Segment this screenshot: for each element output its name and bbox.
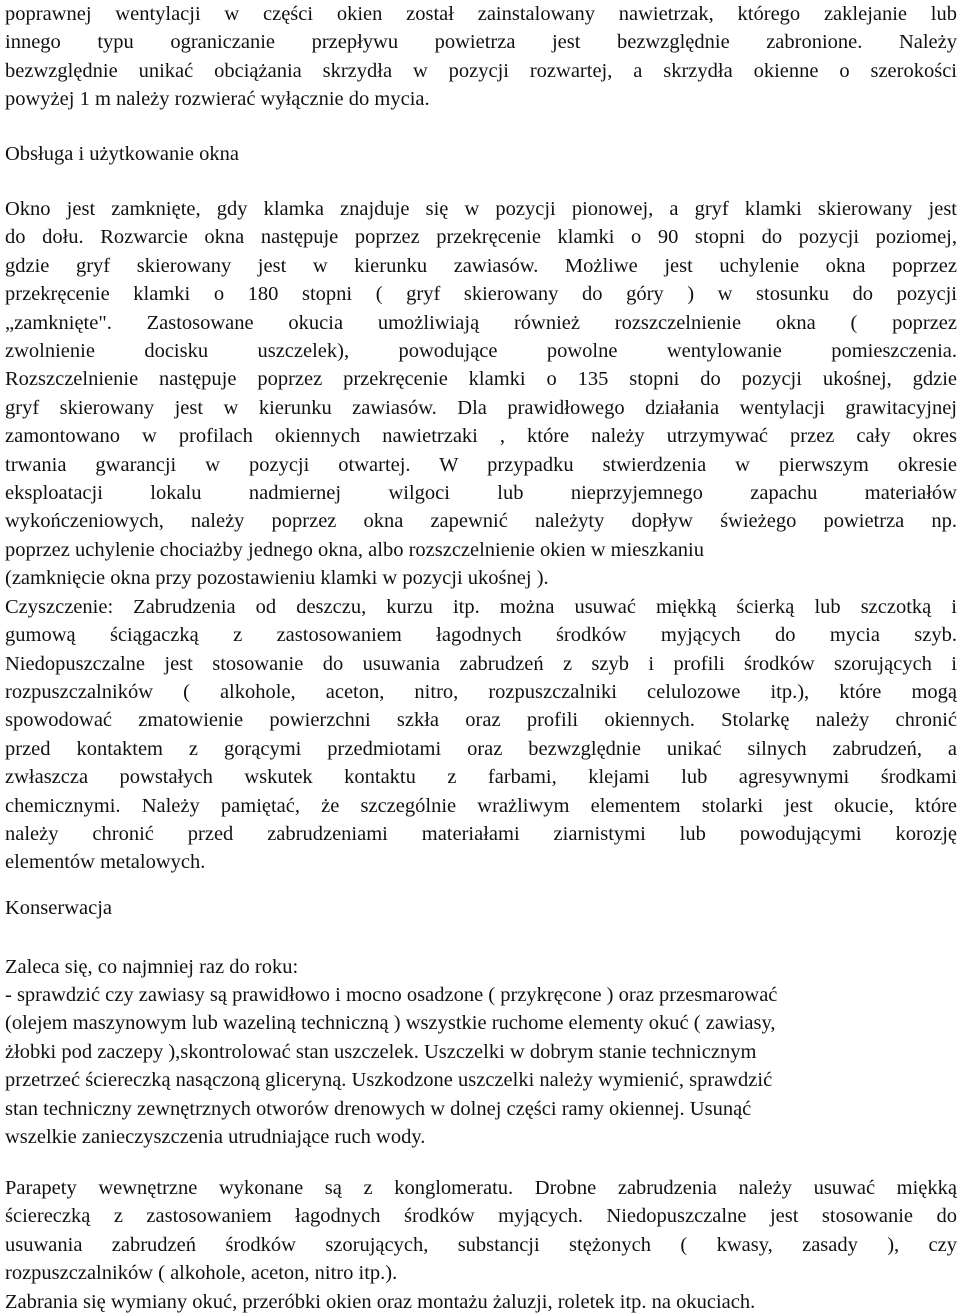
text-line: „zamknięte". Zastosowane okucia umożliwiają również rozszczelnienie okna ( poprzez bbox=[5, 311, 957, 334]
maintenance-paragraph bbox=[5, 981, 957, 1151]
windowsill-paragraph bbox=[5, 1174, 957, 1316]
text-line: zwłaszcza powstałych wskutek kontaktu z farbami, klejami lub agresywnymi środkami bbox=[5, 766, 957, 789]
text-line: Zabrania się wymiany okuć, przeróbki okien oraz montażu żaluzji, roletek itp. na okuciach. bbox=[5, 1290, 756, 1313]
text-line: Parapety wewnętrzne wykonane są z konglomeratu. Drobne zabrudzenia należy usuwać miękką bbox=[5, 1177, 957, 1199]
text-line: stan techniczny zewnętrznych otworów drenowych w dolnej części ramy okiennej. Usunąć bbox=[5, 1097, 752, 1120]
text-line: przed kontaktem z gorącymi przedmiotami oraz bezwzględnie unikać silnych zabrudzeń, a bbox=[5, 737, 957, 760]
text-line: zamontowano w profilach okiennych nawietrzaki , które należy utrzymywać przez cały okres bbox=[5, 425, 957, 448]
text-line: Rozszczelnienie następuje poprzez przekręcenie klamki o 135 stopni do pozycji ukośnej, gdzie bbox=[5, 368, 957, 391]
text-line: powyżej 1 m należy rozwierać wyłącznie do mycia. bbox=[5, 88, 430, 111]
text-line: eksploatacji lokalu nadmiernej wilgoci lub nieprzyjemnego zapachu materiałów bbox=[5, 482, 957, 505]
text-line: gryf skierowany jest w kierunku zawiasów. Dla prawidłowego działania wentylacji grawitacyjnej bbox=[5, 396, 957, 419]
text-line: zwolnienie docisku uszczelek), powodujące powolne wentylowanie pomieszczenia. bbox=[5, 340, 957, 363]
text-line: gdzie gryf skierowany jest w kierunku zawiasów. Możliwe jest uchylenie okna poprzez bbox=[5, 254, 957, 277]
section-heading-maintenance: Konserwacja bbox=[5, 897, 113, 919]
text-line: poprawnej wentylacji w części okien został zainstalowany nawietrzak, którego zaklejanie lub bbox=[5, 3, 957, 25]
text-line: (olejem maszynowym lub wazeliną techniczną ) wszystkie ruchome elementy okuć ( zawiasy, bbox=[5, 1012, 776, 1035]
text-line: spowodować zmatowienie powierzchni szkła oraz profili okiennych. Stolarkę należy chronić bbox=[5, 709, 957, 732]
text-line: Okno jest zamknięte, gdy klamka znajduje się w pozycji pionowej, a gryf klamki skierowany jest bbox=[5, 198, 957, 220]
maintenance-intro: Zaleca się, co najmniej raz do roku: bbox=[5, 956, 299, 978]
text-line: Niedopuszczalne jest stosowanie do usuwania zabrudzeń z szyb i profili środków szorujących i bbox=[5, 652, 957, 675]
text-line: rozpuszczalników ( alkohole, aceton, nitro, rozpuszczalniki celulozowe itp.), które mogą bbox=[5, 680, 957, 703]
text-line: elementów metalowych. bbox=[5, 851, 206, 874]
text-line: innego typu ograniczanie przepływu powietrza jest bezwzględnie zabronione. Należy bbox=[5, 31, 957, 54]
usage-paragraph bbox=[5, 195, 957, 877]
text-line: do dołu. Rozwarcie okna następuje poprzez przekręcenie klamki o 90 stopni do pozycji poziomej, bbox=[5, 226, 957, 249]
text-line: przekręcenie klamki o 180 stopni ( gryf skierowany do góry ) w stosunku do pozycji bbox=[5, 283, 957, 306]
text-line: bezwzględnie unikać obciążania skrzydła w pozycji rozwartej, a skrzydła okienne o szerokości bbox=[5, 59, 957, 82]
text-line: usuwania zabrudzeń środków szorujących, substancji stężonych ( kwasy, zasady ), czy bbox=[5, 1233, 957, 1256]
text-line: (zamknięcie okna przy pozostawieniu klamki w pozycji ukośnej ). bbox=[5, 567, 549, 590]
text-line: wszelkie zanieczyszczenia utrudniające ruch wody. bbox=[5, 1126, 426, 1149]
text-line: rozpuszczalników ( alkohole, aceton, nitro itp.). bbox=[5, 1262, 398, 1285]
text-line: chemicznymi. Należy pamiętać, że szczególnie wrażliwym elementem stolarki jest okucie, które bbox=[5, 794, 957, 817]
text-line: należy chronić przed zabrudzeniami materiałami ziarnistymi lub powodującymi korozję bbox=[5, 822, 957, 845]
section-heading-usage: Obsługa i użytkowanie okna bbox=[5, 143, 239, 165]
text-line: trwania gwarancji w pozycji otwartej. W przypadku stwierdzenia w pierwszym okresie bbox=[5, 453, 957, 476]
text-line: Czyszczenie: Zabrudzenia od deszczu, kurzu itp. można usuwać miękką ścierką lub szczotką i bbox=[5, 595, 957, 618]
text-line: gumową ściągaczką z zastosowaniem łagodnych środków myjących do mycia szyb. bbox=[5, 624, 957, 647]
text-line: wykończeniowych, należy poprzez okna zapewnić należyty dopływ świeżego powietrza np. bbox=[5, 510, 957, 533]
text-line: ściereczką z zastosowaniem łagodnych środków myjących. Niedopuszczalne jest stosowanie do bbox=[5, 1205, 957, 1228]
intro-paragraph bbox=[5, 0, 957, 114]
text-line: poprzez uchylenie chociażby jednego okna, albo rozszczelnienie okien w mieszkaniu bbox=[5, 538, 704, 561]
text-line: - sprawdzić czy zawiasy są prawidłowo i mocno osadzone ( przykręcone ) oraz przesmarować bbox=[5, 984, 778, 1006]
text-line: żłobki pod zaczepy ),skontrolować stan uszczelek. Uszczelki w dobrym stanie technicznym bbox=[5, 1040, 757, 1063]
text-line: przetrzeć ściereczką nasączoną gliceryną. Uszkodzone uszczelki należy wymienić, sprawdzić bbox=[5, 1069, 773, 1092]
